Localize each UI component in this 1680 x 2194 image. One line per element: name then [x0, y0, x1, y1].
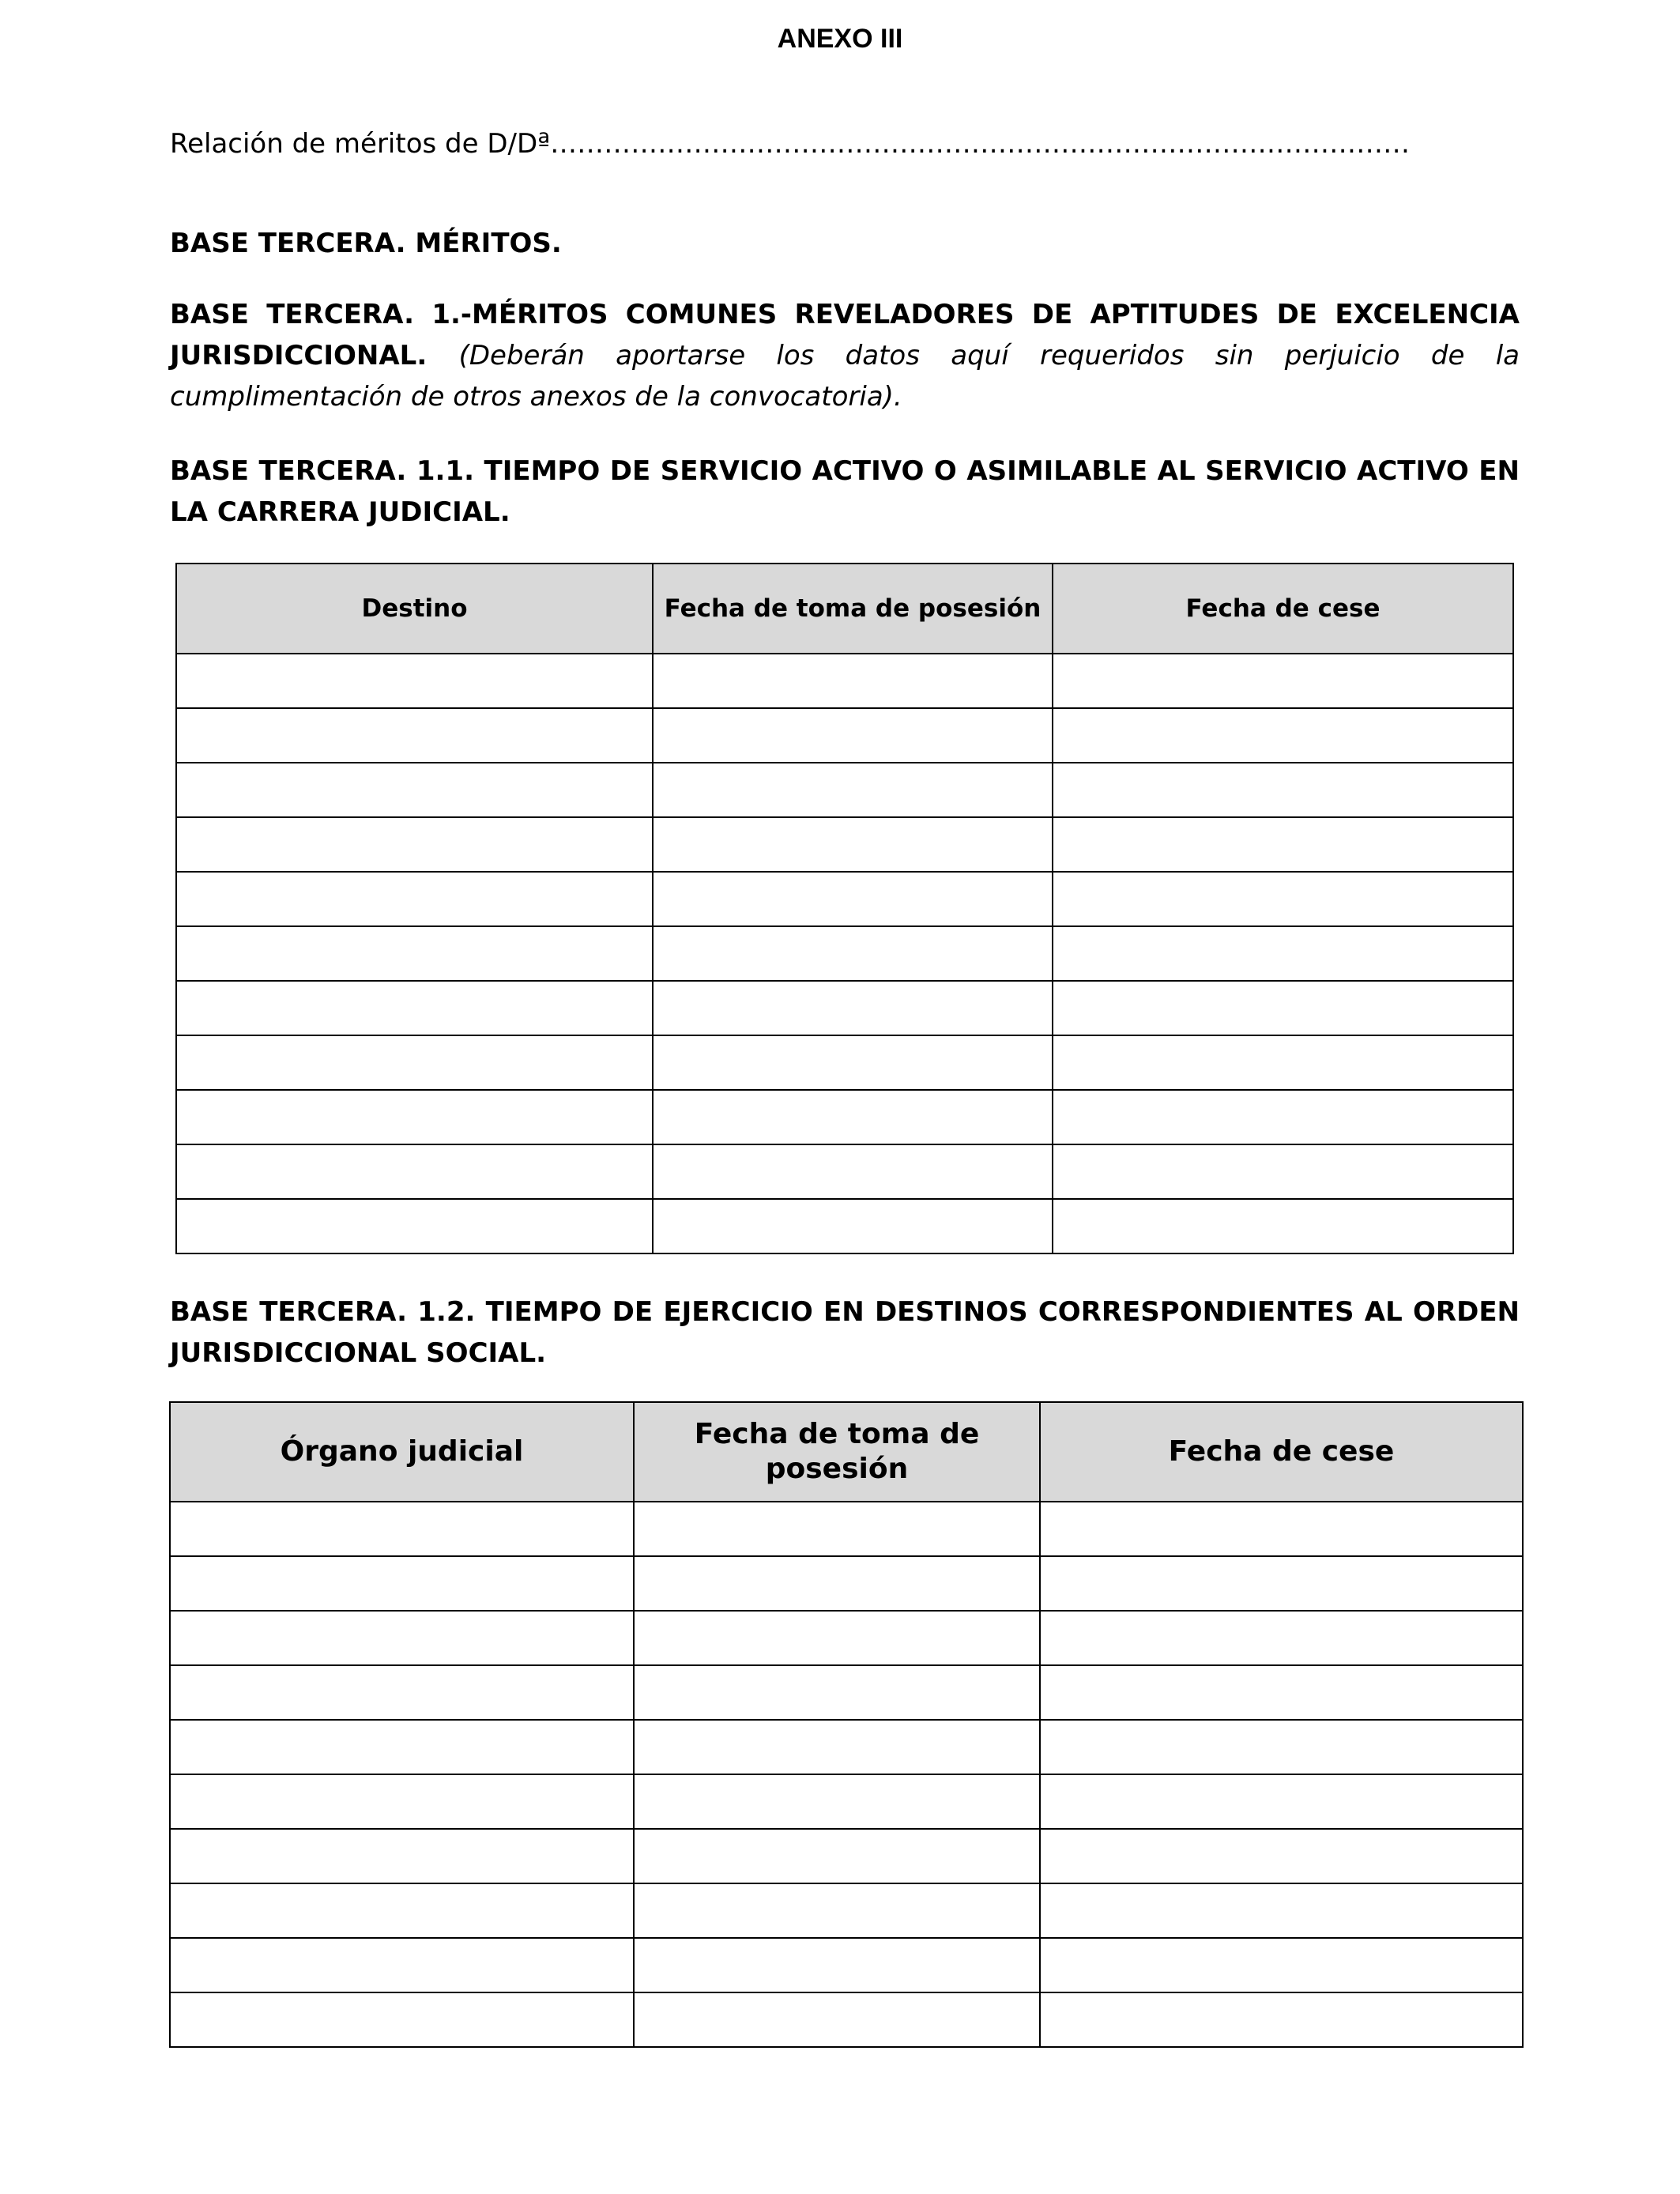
annex-title: ANEXO III	[777, 24, 903, 54]
heading-meritos-comunes-note: (Deberán aportarse los datos aquí requeridos sin perjuicio de la cumplimentación de otros anexos de la convocatoria).	[170, 340, 1520, 413]
table-cell[interactable]	[1040, 1665, 1523, 1720]
table-cell[interactable]	[634, 1665, 1040, 1720]
table-cell[interactable]	[1053, 872, 1513, 926]
table-row	[176, 817, 1513, 872]
table-cell[interactable]	[634, 1611, 1040, 1665]
table-cell[interactable]	[176, 1199, 653, 1253]
table-cell[interactable]	[170, 1502, 634, 1556]
table-cell[interactable]	[1040, 1774, 1523, 1829]
table-cell[interactable]	[1053, 1090, 1513, 1144]
table-cell[interactable]	[1053, 708, 1513, 763]
table-row	[176, 1199, 1513, 1253]
heading-meritos-comunes	[170, 294, 1520, 417]
table-row	[176, 654, 1513, 708]
table-row	[176, 1035, 1513, 1090]
table-cell[interactable]	[1053, 1035, 1513, 1090]
table-header-row	[176, 564, 1513, 654]
table-row	[170, 1502, 1523, 1556]
table-row	[176, 981, 1513, 1035]
table-cell[interactable]	[170, 1720, 634, 1774]
table-cell[interactable]	[653, 708, 1053, 763]
table-row	[170, 1829, 1523, 1883]
heading-tiempo-ejercicio: BASE TERCERA. 1.2. TIEMPO DE EJERCICIO EN DESTINOS CORRESPONDIENTES AL ORDEN JURISDICCIONAL SOCIAL.	[170, 1296, 1520, 1369]
table-cell[interactable]	[170, 1829, 634, 1883]
table-cell[interactable]	[176, 981, 653, 1035]
table-cell[interactable]	[176, 1090, 653, 1144]
table-cell[interactable]	[653, 1144, 1053, 1199]
table-cell[interactable]	[634, 1502, 1040, 1556]
table-cell[interactable]	[1040, 1556, 1523, 1611]
table-cell[interactable]	[176, 926, 653, 981]
table-cell[interactable]	[653, 926, 1053, 981]
table-cell[interactable]	[1040, 1720, 1523, 1774]
table-row	[176, 872, 1513, 926]
table-cell[interactable]	[170, 1556, 634, 1611]
table-cell[interactable]	[634, 1992, 1040, 2047]
table-cell[interactable]	[1053, 763, 1513, 817]
column-header-fecha-cese: Fecha de cese	[1040, 1402, 1523, 1502]
table-cell[interactable]	[170, 1883, 634, 1938]
column-header-destino: Destino	[176, 564, 653, 654]
column-header-fecha-toma: Fecha de toma de posesión	[653, 564, 1053, 654]
table-cell[interactable]	[1040, 1611, 1523, 1665]
table-cell[interactable]	[653, 1199, 1053, 1253]
table-cell[interactable]	[170, 1611, 634, 1665]
table-header-row	[170, 1402, 1523, 1502]
table-row	[170, 1774, 1523, 1829]
table-tiempo-ejercicio	[169, 1401, 1524, 2048]
table-cell[interactable]	[1053, 817, 1513, 872]
table-row	[170, 1883, 1523, 1938]
table-cell[interactable]	[1040, 1938, 1523, 1992]
table-cell[interactable]	[170, 1938, 634, 1992]
table-cell[interactable]	[653, 654, 1053, 708]
table-cell[interactable]	[653, 1035, 1053, 1090]
column-header-fecha-cese: Fecha de cese	[1053, 564, 1513, 654]
table-row	[170, 1938, 1523, 1992]
table-cell[interactable]	[634, 1774, 1040, 1829]
column-header-fecha-toma: Fecha de toma de posesión	[634, 1402, 1040, 1502]
table-cell[interactable]	[176, 872, 653, 926]
table-cell[interactable]	[170, 1665, 634, 1720]
table-row	[176, 1144, 1513, 1199]
table-cell[interactable]	[176, 1144, 653, 1199]
table-cell[interactable]	[176, 1035, 653, 1090]
table-cell[interactable]	[653, 872, 1053, 926]
relacion-fill-field[interactable]: ……………………………………………………………………………………	[550, 128, 1411, 160]
table-row	[170, 1556, 1523, 1611]
table-cell[interactable]	[653, 981, 1053, 1035]
table-cell[interactable]	[1040, 1829, 1523, 1883]
heading-tiempo-servicio: BASE TERCERA. 1.1. TIEMPO DE SERVICIO ACTIVO O ASIMILABLE AL SERVICIO ACTIVO EN LA CARRERA JUDICIAL.	[170, 455, 1520, 528]
table-cell[interactable]	[1053, 981, 1513, 1035]
table-cell[interactable]	[1053, 1144, 1513, 1199]
table-cell[interactable]	[634, 1556, 1040, 1611]
heading-meritos: BASE TERCERA. MÉRITOS.	[170, 228, 562, 259]
table-cell[interactable]	[1053, 926, 1513, 981]
table-cell[interactable]	[176, 817, 653, 872]
heading-meritos-comunes-title: BASE TERCERA. 1.-MÉRITOS COMUNES REVELADORES DE APTITUDES DE EXCELENCIA JURISDICCIONAL.	[170, 299, 1520, 371]
table-row	[170, 1611, 1523, 1665]
relacion-line	[170, 126, 1513, 161]
table-row	[176, 708, 1513, 763]
table-cell[interactable]	[176, 763, 653, 817]
table-row	[176, 1090, 1513, 1144]
table-cell[interactable]	[634, 1883, 1040, 1938]
table-row	[170, 1720, 1523, 1774]
table-cell[interactable]	[1053, 1199, 1513, 1253]
column-header-organo-judicial: Órgano judicial	[170, 1402, 634, 1502]
table-row	[176, 926, 1513, 981]
table-cell[interactable]	[1053, 654, 1513, 708]
table-body	[170, 1502, 1523, 2047]
table-cell[interactable]	[653, 1090, 1053, 1144]
table-cell[interactable]	[634, 1829, 1040, 1883]
table-row	[170, 1665, 1523, 1720]
table-cell[interactable]	[634, 1938, 1040, 1992]
table-cell[interactable]	[653, 817, 1053, 872]
table-row	[176, 763, 1513, 817]
table-cell[interactable]	[1040, 1502, 1523, 1556]
table-cell[interactable]	[1040, 1992, 1523, 2047]
table-cell[interactable]	[176, 654, 653, 708]
table-cell[interactable]	[634, 1720, 1040, 1774]
relacion-label: Relación de méritos de D/Dª	[170, 128, 551, 160]
table-body	[176, 654, 1513, 1253]
table-cell[interactable]	[653, 763, 1053, 817]
table-cell[interactable]	[1040, 1883, 1523, 1938]
table-cell[interactable]	[170, 1774, 634, 1829]
table-cell[interactable]	[176, 708, 653, 763]
table-cell[interactable]	[170, 1992, 634, 2047]
table-row	[170, 1992, 1523, 2047]
table-tiempo-servicio	[175, 563, 1514, 1254]
